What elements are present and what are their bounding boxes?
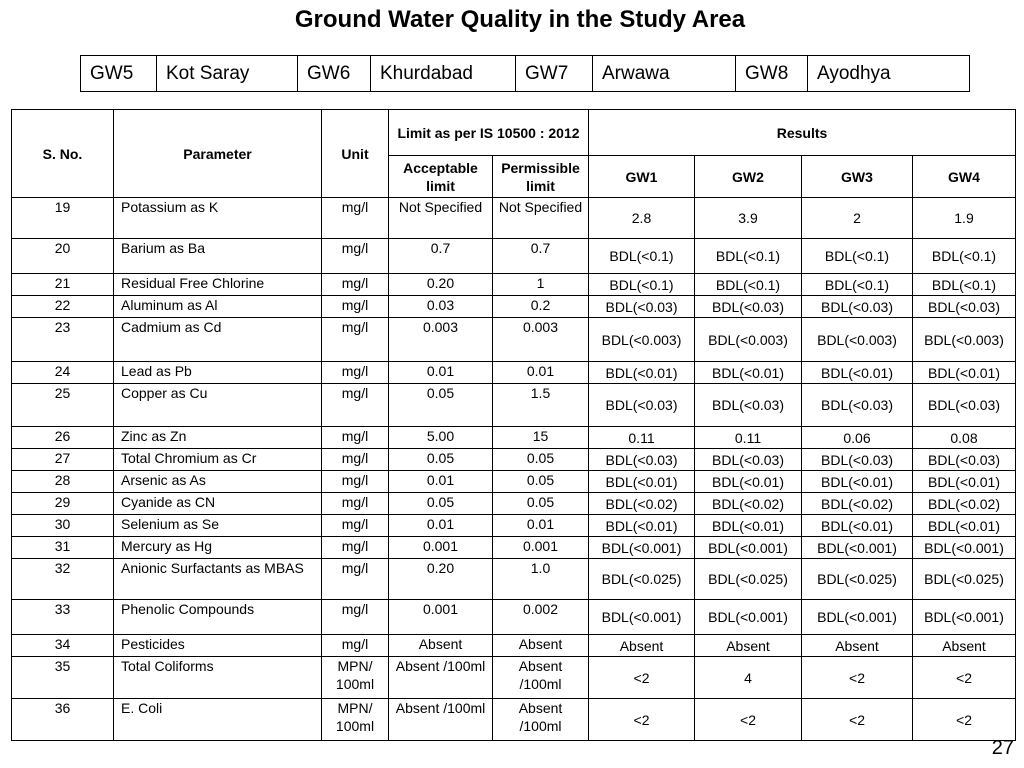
cell-sno: 21 xyxy=(12,274,114,296)
table-row xyxy=(12,449,1016,471)
cell-acceptable-limit: 0.003 xyxy=(389,318,493,362)
legend-place: Arwawa xyxy=(593,56,736,92)
cell-parameter: Residual Free Chlorine xyxy=(114,274,322,296)
cell-permissible-limit: Not Specified xyxy=(493,198,589,239)
cell-result-gw3: 0.06 xyxy=(802,427,913,449)
cell-unit: mg/l xyxy=(322,274,389,296)
cell-result-gw4: BDL(<0.001) xyxy=(913,600,1016,635)
header-gw1: GW1 xyxy=(589,156,695,198)
cell-parameter: Arsenic as As xyxy=(114,471,322,493)
cell-permissible-limit: Absent /100ml xyxy=(493,699,589,741)
cell-result-gw3: BDL(<0.1) xyxy=(802,239,913,274)
cell-unit: mg/l xyxy=(322,471,389,493)
cell-unit: mg/l xyxy=(322,600,389,635)
cell-result-gw3: Absent xyxy=(802,635,913,657)
cell-sno: 20 xyxy=(12,239,114,274)
cell-sno: 31 xyxy=(12,537,114,559)
table-row xyxy=(12,427,1016,449)
cell-result-gw3: <2 xyxy=(802,699,913,741)
cell-unit: mg/l xyxy=(322,362,389,384)
cell-parameter: Anionic Surfactants as MBAS xyxy=(114,559,322,600)
cell-result-gw4: BDL(<0.01) xyxy=(913,515,1016,537)
cell-parameter: Selenium as Se xyxy=(114,515,322,537)
cell-sno: 34 xyxy=(12,635,114,657)
water-quality-table xyxy=(11,109,1016,741)
legend-code: GW5 xyxy=(81,56,157,92)
cell-sno: 22 xyxy=(12,296,114,318)
cell-result-gw2: BDL(<0.003) xyxy=(695,318,802,362)
cell-result-gw3: BDL(<0.025) xyxy=(802,559,913,600)
cell-result-gw1: BDL(<0.1) xyxy=(589,239,695,274)
cell-permissible-limit: 1 xyxy=(493,274,589,296)
cell-result-gw2: <2 xyxy=(695,699,802,741)
cell-permissible-limit: 0.05 xyxy=(493,471,589,493)
table-row xyxy=(12,600,1016,635)
cell-sno: 36 xyxy=(12,699,114,741)
header-sno: S. No. xyxy=(12,110,114,198)
table-row xyxy=(12,493,1016,515)
cell-acceptable-limit: Absent /100ml xyxy=(389,699,493,741)
page-title: Ground Water Quality in the Study Area xyxy=(294,6,746,33)
cell-unit: mg/l xyxy=(322,384,389,427)
cell-sno: 28 xyxy=(12,471,114,493)
cell-result-gw2: BDL(<0.02) xyxy=(695,493,802,515)
cell-acceptable-limit: 0.05 xyxy=(389,449,493,471)
header-limit-group: Limit as per IS 10500 : 2012 xyxy=(389,110,589,156)
cell-result-gw4: BDL(<0.02) xyxy=(913,493,1016,515)
cell-result-gw4: BDL(<0.1) xyxy=(913,239,1016,274)
cell-parameter: Cadmium as Cd xyxy=(114,318,322,362)
table-row xyxy=(12,657,1016,699)
cell-parameter: Potassium as K xyxy=(114,198,322,239)
cell-parameter: Zinc as Zn xyxy=(114,427,322,449)
cell-acceptable-limit: Not Specified xyxy=(389,198,493,239)
cell-acceptable-limit: 0.01 xyxy=(389,362,493,384)
cell-sno: 27 xyxy=(12,449,114,471)
header-results: Results xyxy=(589,110,1016,156)
cell-permissible-limit: 0.05 xyxy=(493,493,589,515)
cell-result-gw2: Absent xyxy=(695,635,802,657)
cell-result-gw1: BDL(<0.001) xyxy=(589,600,695,635)
cell-result-gw1: 2.8 xyxy=(589,198,695,239)
header-gw2: GW2 xyxy=(695,156,802,198)
table-row xyxy=(12,537,1016,559)
cell-result-gw4: <2 xyxy=(913,657,1016,699)
cell-parameter: Total Chromium as Cr xyxy=(114,449,322,471)
cell-sno: 30 xyxy=(12,515,114,537)
cell-result-gw1: <2 xyxy=(589,657,695,699)
legend-code: GW7 xyxy=(516,56,593,92)
cell-result-gw2: BDL(<0.03) xyxy=(695,449,802,471)
cell-acceptable-limit: Absent xyxy=(389,635,493,657)
cell-unit: mg/l xyxy=(322,515,389,537)
cell-unit: mg/l xyxy=(322,318,389,362)
cell-result-gw3: BDL(<0.03) xyxy=(802,296,913,318)
cell-permissible-limit: 0.7 xyxy=(493,239,589,274)
cell-parameter: E. Coli xyxy=(114,699,322,741)
cell-sno: 19 xyxy=(12,198,114,239)
cell-permissible-limit: 0.003 xyxy=(493,318,589,362)
cell-sno: 23 xyxy=(12,318,114,362)
cell-permissible-limit: 0.002 xyxy=(493,600,589,635)
cell-unit: MPN/ 100ml xyxy=(322,699,389,741)
cell-result-gw1: BDL(<0.03) xyxy=(589,449,695,471)
cell-result-gw4: BDL(<0.01) xyxy=(913,362,1016,384)
cell-parameter: Total Coliforms xyxy=(114,657,322,699)
cell-result-gw2: 3.9 xyxy=(695,198,802,239)
cell-result-gw1: 0.11 xyxy=(589,427,695,449)
cell-result-gw2: BDL(<0.001) xyxy=(695,537,802,559)
cell-sno: 26 xyxy=(12,427,114,449)
table-row xyxy=(12,635,1016,657)
cell-sno: 25 xyxy=(12,384,114,427)
cell-acceptable-limit: 0.20 xyxy=(389,559,493,600)
cell-result-gw2: 4 xyxy=(695,657,802,699)
cell-result-gw2: BDL(<0.025) xyxy=(695,559,802,600)
cell-result-gw1: BDL(<0.1) xyxy=(589,274,695,296)
cell-parameter: Mercury as Hg xyxy=(114,537,322,559)
cell-acceptable-limit: 0.05 xyxy=(389,384,493,427)
cell-permissible-limit: Absent xyxy=(493,635,589,657)
cell-result-gw3: BDL(<0.01) xyxy=(802,362,913,384)
cell-permissible-limit: 1.5 xyxy=(493,384,589,427)
cell-result-gw3: BDL(<0.03) xyxy=(802,449,913,471)
table-row xyxy=(12,318,1016,362)
cell-result-gw4: 0.08 xyxy=(913,427,1016,449)
cell-result-gw1: BDL(<0.03) xyxy=(589,296,695,318)
cell-result-gw1: Absent xyxy=(589,635,695,657)
legend-code: GW8 xyxy=(736,56,808,92)
cell-unit: mg/l xyxy=(322,296,389,318)
header-unit: Unit xyxy=(322,110,389,198)
cell-unit: mg/l xyxy=(322,427,389,449)
header-gw4: GW4 xyxy=(913,156,1016,198)
cell-result-gw4: BDL(<0.03) xyxy=(913,449,1016,471)
cell-result-gw1: BDL(<0.02) xyxy=(589,493,695,515)
header-parameter: Parameter xyxy=(114,110,322,198)
cell-result-gw2: BDL(<0.001) xyxy=(695,600,802,635)
table-row xyxy=(12,274,1016,296)
cell-sno: 32 xyxy=(12,559,114,600)
cell-result-gw2: BDL(<0.03) xyxy=(695,384,802,427)
legend-place: Ayodhya xyxy=(808,56,970,92)
cell-sno: 29 xyxy=(12,493,114,515)
cell-result-gw1: BDL(<0.025) xyxy=(589,559,695,600)
table-row xyxy=(12,384,1016,427)
cell-result-gw3: BDL(<0.01) xyxy=(802,471,913,493)
cell-permissible-limit: 15 xyxy=(493,427,589,449)
table-row xyxy=(12,198,1016,239)
header-acceptable-limit: Acceptable limit xyxy=(389,156,493,198)
legend-place: Kot Saray xyxy=(157,56,298,92)
cell-parameter: Aluminum as Al xyxy=(114,296,322,318)
cell-acceptable-limit: 0.01 xyxy=(389,515,493,537)
cell-result-gw4: BDL(<0.03) xyxy=(913,296,1016,318)
cell-result-gw2: BDL(<0.03) xyxy=(695,296,802,318)
cell-result-gw4: BDL(<0.001) xyxy=(913,537,1016,559)
cell-unit: mg/l xyxy=(322,537,389,559)
table-row xyxy=(12,471,1016,493)
cell-result-gw2: 0.11 xyxy=(695,427,802,449)
cell-permissible-limit: 0.001 xyxy=(493,537,589,559)
page-number: 27 xyxy=(991,737,1014,759)
cell-result-gw2: BDL(<0.01) xyxy=(695,515,802,537)
cell-result-gw3: BDL(<0.003) xyxy=(802,318,913,362)
cell-sno: 24 xyxy=(12,362,114,384)
cell-result-gw3: BDL(<0.02) xyxy=(802,493,913,515)
cell-unit: MPN/ 100ml xyxy=(322,657,389,699)
cell-acceptable-limit: 5.00 xyxy=(389,427,493,449)
cell-parameter: Cyanide as CN xyxy=(114,493,322,515)
cell-parameter: Lead as Pb xyxy=(114,362,322,384)
header-permissible-limit: Permissible limit xyxy=(493,156,589,198)
cell-result-gw3: <2 xyxy=(802,657,913,699)
table-body xyxy=(12,198,1016,741)
cell-result-gw4: BDL(<0.01) xyxy=(913,471,1016,493)
cell-result-gw2: BDL(<0.1) xyxy=(695,239,802,274)
cell-result-gw1: <2 xyxy=(589,699,695,741)
cell-permissible-limit: 1.0 xyxy=(493,559,589,600)
cell-result-gw4: BDL(<0.025) xyxy=(913,559,1016,600)
cell-result-gw3: 2 xyxy=(802,198,913,239)
cell-acceptable-limit: 0.001 xyxy=(389,537,493,559)
cell-acceptable-limit: 0.7 xyxy=(389,239,493,274)
cell-result-gw4: BDL(<0.1) xyxy=(913,274,1016,296)
cell-result-gw2: BDL(<0.01) xyxy=(695,362,802,384)
cell-parameter: Pesticides xyxy=(114,635,322,657)
cell-result-gw1: BDL(<0.001) xyxy=(589,537,695,559)
cell-result-gw4: Absent xyxy=(913,635,1016,657)
cell-sno: 33 xyxy=(12,600,114,635)
cell-parameter: Phenolic Compounds xyxy=(114,600,322,635)
table-row xyxy=(12,362,1016,384)
cell-result-gw3: BDL(<0.001) xyxy=(802,600,913,635)
table-row xyxy=(12,699,1016,741)
cell-acceptable-limit: 0.01 xyxy=(389,471,493,493)
cell-result-gw1: BDL(<0.01) xyxy=(589,362,695,384)
cell-permissible-limit: 0.05 xyxy=(493,449,589,471)
cell-acceptable-limit: 0.05 xyxy=(389,493,493,515)
legend-code: GW6 xyxy=(298,56,371,92)
cell-permissible-limit: 0.2 xyxy=(493,296,589,318)
cell-unit: mg/l xyxy=(322,635,389,657)
cell-unit: mg/l xyxy=(322,449,389,471)
table-row xyxy=(12,559,1016,600)
cell-permissible-limit: 0.01 xyxy=(493,362,589,384)
cell-result-gw4: <2 xyxy=(913,699,1016,741)
cell-acceptable-limit: 0.001 xyxy=(389,600,493,635)
cell-unit: mg/l xyxy=(322,559,389,600)
cell-result-gw3: BDL(<0.001) xyxy=(802,537,913,559)
cell-unit: mg/l xyxy=(322,239,389,274)
cell-result-gw4: BDL(<0.03) xyxy=(913,384,1016,427)
table-row xyxy=(12,515,1016,537)
cell-result-gw1: BDL(<0.03) xyxy=(589,384,695,427)
table-row xyxy=(12,296,1016,318)
cell-acceptable-limit: 0.03 xyxy=(389,296,493,318)
cell-parameter: Barium as Ba xyxy=(114,239,322,274)
cell-permissible-limit: Absent /100ml xyxy=(493,657,589,699)
cell-acceptable-limit: Absent /100ml xyxy=(389,657,493,699)
cell-result-gw1: BDL(<0.01) xyxy=(589,515,695,537)
legend-place: Khurdabad xyxy=(371,56,516,92)
cell-result-gw4: BDL(<0.003) xyxy=(913,318,1016,362)
cell-result-gw3: BDL(<0.1) xyxy=(802,274,913,296)
cell-unit: mg/l xyxy=(322,493,389,515)
cell-acceptable-limit: 0.20 xyxy=(389,274,493,296)
cell-result-gw1: BDL(<0.01) xyxy=(589,471,695,493)
cell-result-gw4: 1.9 xyxy=(913,198,1016,239)
cell-result-gw1: BDL(<0.003) xyxy=(589,318,695,362)
cell-result-gw3: BDL(<0.03) xyxy=(802,384,913,427)
legend-row xyxy=(81,56,970,92)
cell-sno: 35 xyxy=(12,657,114,699)
cell-result-gw3: BDL(<0.01) xyxy=(802,515,913,537)
cell-permissible-limit: 0.01 xyxy=(493,515,589,537)
cell-parameter: Copper as Cu xyxy=(114,384,322,427)
header-gw3: GW3 xyxy=(802,156,913,198)
table-row xyxy=(12,239,1016,274)
cell-result-gw2: BDL(<0.1) xyxy=(695,274,802,296)
cell-result-gw2: BDL(<0.01) xyxy=(695,471,802,493)
cell-unit: mg/l xyxy=(322,198,389,239)
station-legend-table xyxy=(80,55,970,92)
